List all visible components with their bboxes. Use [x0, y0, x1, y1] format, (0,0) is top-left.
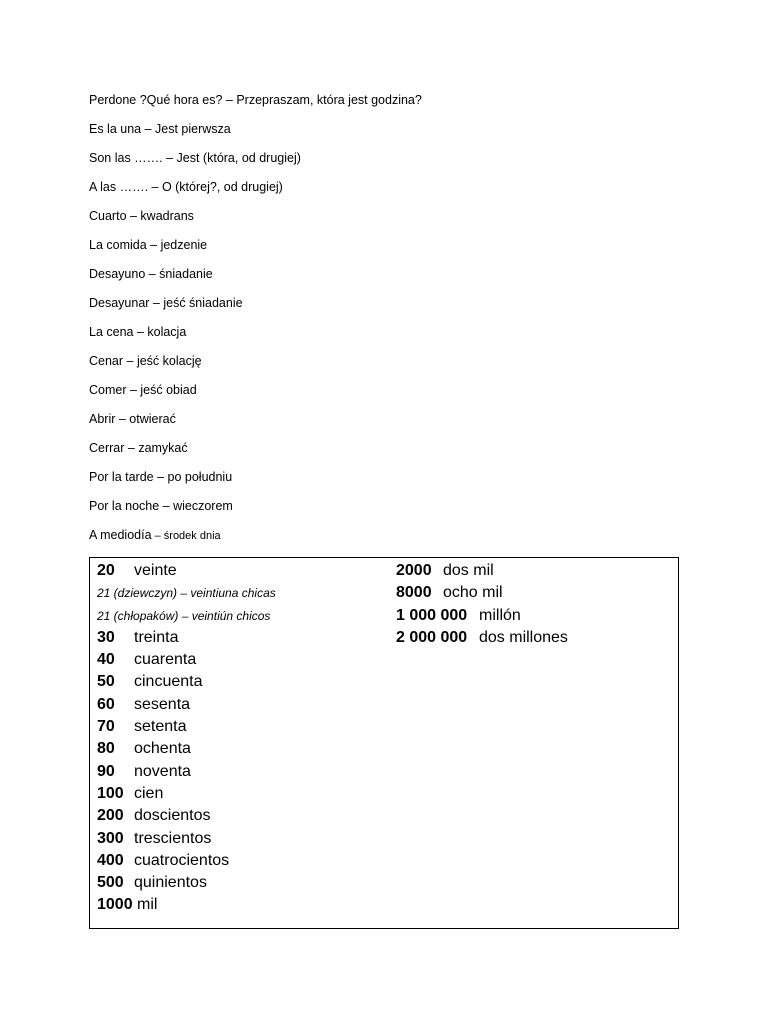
number-row: [97, 694, 397, 716]
number-value: 500: [97, 874, 124, 892]
number-word: treinta: [134, 628, 179, 646]
vocab-line: Es la una – Jest pierwsza: [89, 122, 231, 136]
number-word: cincuenta: [134, 673, 203, 691]
number-value: 70: [97, 718, 115, 736]
number-word: ochenta: [134, 740, 191, 758]
vocab-line: Por la tarde – po południu: [89, 470, 233, 484]
number-word: cuatrocientos: [134, 851, 230, 869]
vocab-line: La comida – jedzenie: [89, 238, 208, 252]
number-word: trescientos: [134, 829, 212, 847]
number-row: [97, 850, 397, 872]
vocab-line-last: [89, 525, 689, 554]
vocab-translation: – środek dnia: [151, 530, 221, 542]
number-word: cien: [134, 784, 164, 802]
number-word: dos millones: [479, 628, 568, 646]
numbers-right-column: [396, 560, 676, 649]
number-row: [97, 649, 397, 671]
vocab-line: Abrir – otwierać: [89, 412, 176, 426]
number-value: 2000: [396, 562, 432, 579]
vocab-line: Cenar – jeść kolację: [89, 354, 202, 368]
number-row: [396, 582, 676, 604]
vocab-line: La cena – kolacja: [89, 325, 187, 339]
number-value: 200: [97, 807, 124, 825]
number-row: [97, 805, 397, 827]
number-row: [97, 783, 397, 805]
number-value: 1000: [97, 896, 133, 914]
number-word: veinte: [134, 562, 177, 579]
vocab-line: Cuarto – kwadrans: [89, 209, 194, 223]
number-value: 300: [97, 829, 124, 847]
number-row: [97, 761, 397, 783]
number-word: noventa: [134, 762, 191, 780]
vocab-line: Desayuno – śniadanie: [89, 267, 213, 281]
number-note: 21 (dziewczyn) – veintiuna chicas: [97, 586, 276, 601]
number-value: 8000: [396, 584, 432, 602]
number-value: 1 000 000: [396, 606, 468, 624]
number-value: 20: [97, 562, 115, 579]
number-value: 50: [97, 673, 115, 691]
number-word: sesenta: [134, 695, 191, 713]
number-row: [97, 716, 397, 738]
number-row: [97, 894, 397, 916]
number-value: 100: [97, 784, 124, 802]
number-row: [97, 738, 397, 760]
vocabulary-list: [89, 90, 689, 554]
vocab-line: Por la noche – wieczorem: [89, 499, 233, 513]
vocab-line: A las ……. – O (której?, od drugiej): [89, 180, 283, 194]
number-word: cuarenta: [134, 651, 197, 669]
numbers-table: [89, 557, 679, 929]
number-word: dos mil: [443, 562, 494, 579]
number-row: [396, 560, 676, 582]
number-note: 21 (chłopaków) – veintiún chicos: [97, 608, 271, 623]
number-row: [97, 560, 397, 582]
number-word: doscientos: [134, 807, 211, 825]
number-word: millón: [479, 606, 521, 624]
number-row: [97, 627, 397, 649]
number-value: 30: [97, 628, 115, 646]
number-value: 40: [97, 651, 115, 669]
number-row: [97, 828, 397, 850]
vocab-line: Son las ……. – Jest (która, od drugiej): [89, 151, 301, 165]
number-value: 60: [97, 695, 115, 713]
number-row: [97, 671, 397, 693]
number-value: 90: [97, 762, 115, 780]
number-value: 400: [97, 851, 124, 869]
number-word: setenta: [134, 718, 187, 736]
vocab-line: Cerrar – zamykać: [89, 441, 188, 455]
numbers-left-column: [97, 560, 397, 917]
vocab-line: Perdone ?Qué hora es? – Przepraszam, która jest godzina?: [89, 93, 422, 107]
number-word: quinientos: [134, 874, 207, 892]
number-value: 80: [97, 740, 115, 758]
vocab-line: Desayunar – jeść śniadanie: [89, 296, 243, 310]
vocab-line: Comer – jeść obiad: [89, 383, 197, 397]
vocab-term: A mediodía: [89, 528, 152, 542]
number-word: ocho mil: [443, 584, 503, 602]
number-value: 2 000 000: [396, 628, 468, 646]
number-row: [97, 872, 397, 894]
number-row: [396, 605, 676, 627]
number-word: mil: [137, 896, 158, 914]
number-row: [396, 627, 676, 649]
